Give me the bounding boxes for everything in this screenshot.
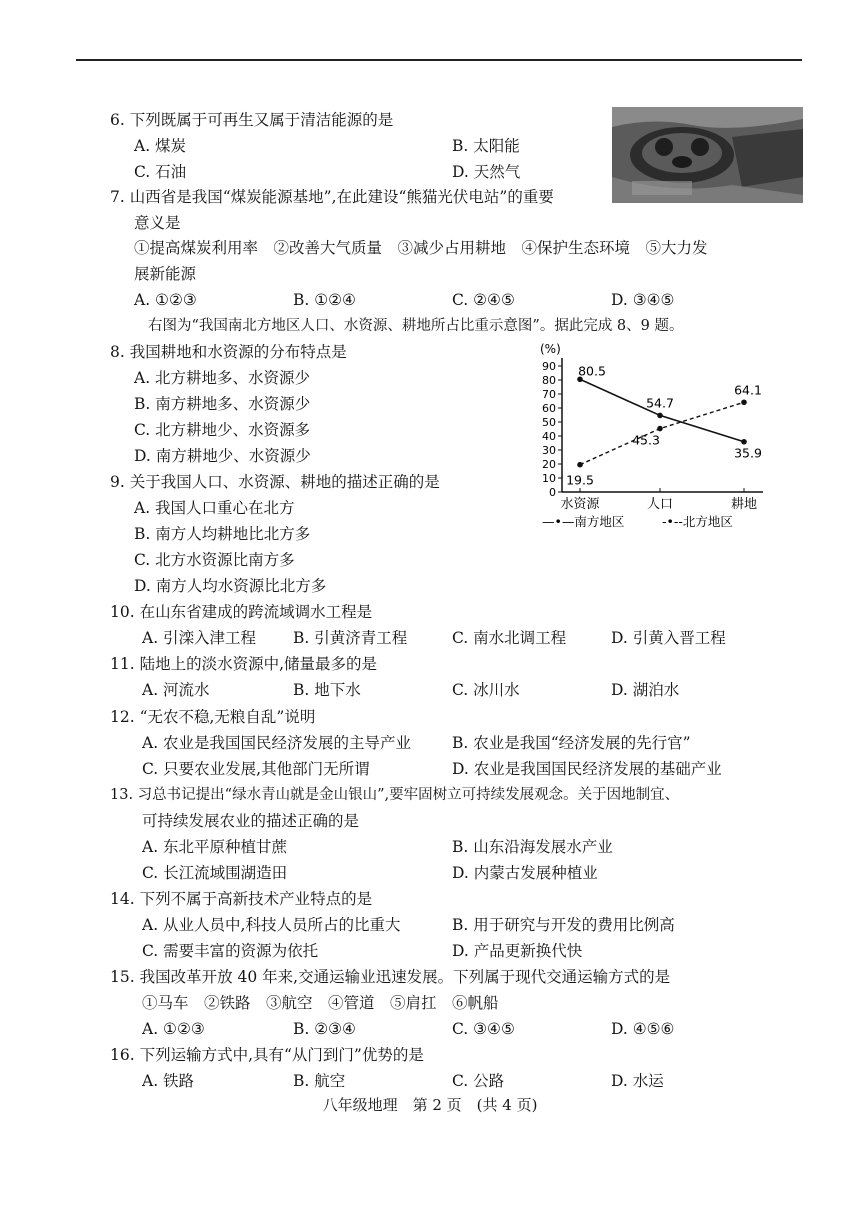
data-point	[741, 399, 747, 405]
top-rule	[76, 59, 802, 61]
page-footer: 八年级地理 第 2 页 (共 4 页)	[322, 1096, 538, 1114]
data-point	[657, 413, 663, 419]
q10-option-d: D. 引黄入晋工程	[611, 629, 726, 647]
question-8-stem: 8. 我国耕地和水资源的分布特点是	[110, 343, 347, 361]
q8-option-d: D. 南方耕地少、水资源少	[134, 447, 311, 465]
q9-option-b: B. 南方人均耕地比北方多	[134, 525, 311, 543]
y-tick-label: 50	[542, 416, 556, 429]
q16-option-b: B. 航空	[293, 1072, 346, 1090]
data-label: 35.9	[734, 445, 762, 461]
data-point	[741, 439, 747, 445]
q9-option-d: D. 南方人均水资源比北方多	[134, 577, 327, 595]
question-9-stem: 9. 关于我国人口、水资源、耕地的描述正确的是	[110, 473, 440, 491]
data-label: 80.5	[578, 363, 606, 379]
question-10-stem: 10. 在山东省建成的跨流域调水工程是	[110, 603, 373, 621]
q16-option-c: C. 公路	[452, 1072, 505, 1090]
q15-option-a: A. ①②③	[142, 1020, 205, 1038]
question-15-stem: 15. 我国改革开放 40 年来,交通运输业迅速发展。下列属于现代交通运输方式的是	[110, 968, 671, 986]
q15-option-b: B. ②③④	[293, 1020, 356, 1038]
data-label: 64.1	[734, 382, 762, 398]
data-label: 54.7	[646, 395, 674, 411]
q14-option-a: A. 从业人员中,科技人员所占的比重大	[142, 916, 401, 934]
q12-option-a: A. 农业是我国国民经济发展的主导产业	[142, 734, 412, 752]
y-tick-label: 0	[549, 486, 556, 499]
x-tick-label: 耕地	[730, 497, 758, 512]
q10-option-a: A. 引滦入津工程	[142, 629, 257, 647]
question-14-stem: 14. 下列不属于高新技术产业特点的是	[110, 890, 373, 908]
legend-north: -•--北方地区	[662, 514, 733, 529]
legend-south: —•—南方地区	[542, 514, 625, 529]
y-tick-label: 10	[542, 472, 556, 485]
q8-option-a: A. 北方耕地多、水资源少	[134, 369, 311, 387]
south-north-line-chart	[530, 340, 795, 535]
q14-option-c: C. 需要丰富的资源为依托	[142, 942, 319, 960]
question-13-stem: 13. 习总书记提出“绿水青山就是金山银山”,要牢固树立可持续发展观念。关于因地制宜、	[110, 787, 680, 803]
q6-option-a: A. 煤炭	[134, 137, 187, 155]
q11-option-b: B. 地下水	[293, 681, 361, 699]
q9-option-c: C. 北方水资源比南方多	[134, 551, 295, 569]
q11-option-a: A. 河流水	[142, 681, 210, 699]
x-tick-label: 人口	[646, 497, 674, 512]
question-16-stem: 16. 下列运输方式中,具有“从门到门”优势的是	[110, 1046, 424, 1064]
question-7-items: ①提高煤炭利用率 ②改善大气质量 ③减少占用耕地 ④保护生态环境 ⑤大力发	[134, 239, 708, 257]
q16-option-d: D. 水运	[611, 1072, 664, 1090]
y-tick-label: 60	[542, 402, 556, 415]
q12-option-d: D. 农业是我国国民经济发展的基础产业	[452, 760, 722, 778]
question-13-stem-cont: 可持续发展农业的描述正确的是	[142, 812, 360, 830]
data-label: 19.5	[566, 472, 594, 488]
q13-option-a: A. 东北平原种植甘蔗	[142, 838, 288, 856]
y-tick-label: 90	[542, 360, 556, 373]
question-7-stem: 7. 山西省是我国“煤炭能源基地”,在此建设“熊猫光伏电站”的重要	[110, 188, 554, 206]
q16-option-a: A. 铁路	[142, 1072, 195, 1090]
panda-solar-plant-photo	[612, 107, 803, 203]
q10-option-c: C. 南水北调工程	[452, 629, 567, 647]
y-tick-label: 20	[542, 458, 556, 471]
q11-option-d: D. 湖泊水	[611, 681, 680, 699]
q8-option-b: B. 南方耕地多、水资源少	[134, 395, 311, 413]
q11-option-c: C. 冰川水	[452, 681, 520, 699]
y-tick-label: 40	[542, 430, 556, 443]
q13-option-c: C. 长江流域围湖造田	[142, 864, 288, 882]
y-axis-unit: (%)	[540, 342, 561, 356]
q14-option-b: B. 用于研究与开发的费用比例高	[452, 916, 675, 934]
q12-option-c: C. 只要农业发展,其他部门无所谓	[142, 760, 370, 778]
q13-option-d: D. 内蒙古发展种植业	[452, 864, 598, 882]
q6-option-c: C. 石油	[134, 163, 187, 181]
question-7-stem-cont: 意义是	[134, 214, 181, 232]
q10-option-b: B. 引黄济青工程	[293, 629, 408, 647]
question-7-items-cont: 展新能源	[134, 265, 197, 283]
y-tick-label: 70	[542, 388, 556, 401]
chart-intro-text: 右图为“我国南北方地区人口、水资源、耕地所占比重示意图”。据此完成 8、9 题。	[148, 318, 684, 334]
q14-option-d: D. 产品更新换代快	[452, 942, 583, 960]
data-point	[577, 462, 583, 468]
q15-option-d: D. ④⑤⑥	[611, 1020, 675, 1038]
question-12-stem: 12. “无农不稳,无粮自乱”说明	[110, 708, 316, 726]
data-label: 45.3	[632, 432, 660, 448]
q6-option-b: B. 太阳能	[452, 137, 520, 155]
x-tick-label: 水资源	[560, 497, 600, 512]
q15-option-c: C. ③④⑤	[452, 1020, 515, 1038]
q13-option-b: B. 山东沿海发展水产业	[452, 838, 613, 856]
q7-option-b: B. ①②④	[293, 291, 356, 309]
q12-option-b: B. 农业是我国“经济发展的先行官”	[452, 734, 691, 752]
question-11-stem: 11. 陆地上的淡水资源中,储量最多的是	[110, 655, 378, 673]
q6-option-d: D. 天然气	[452, 163, 521, 181]
q7-option-d: D. ③④⑤	[611, 291, 675, 309]
q8-option-c: C. 北方耕地少、水资源多	[134, 421, 311, 439]
q9-option-a: A. 我国人口重心在北方	[134, 499, 295, 517]
q7-option-a: A. ①②③	[134, 291, 197, 309]
y-tick-label: 30	[542, 444, 556, 457]
question-6-stem: 6. 下列既属于可再生又属于清洁能源的是	[110, 111, 394, 129]
question-15-items: ①马车 ②铁路 ③航空 ④管道 ⑤肩扛 ⑥帆船	[142, 994, 499, 1012]
data-point	[657, 426, 663, 432]
q7-option-c: C. ②④⑤	[452, 291, 515, 309]
y-tick-label: 80	[542, 374, 556, 387]
